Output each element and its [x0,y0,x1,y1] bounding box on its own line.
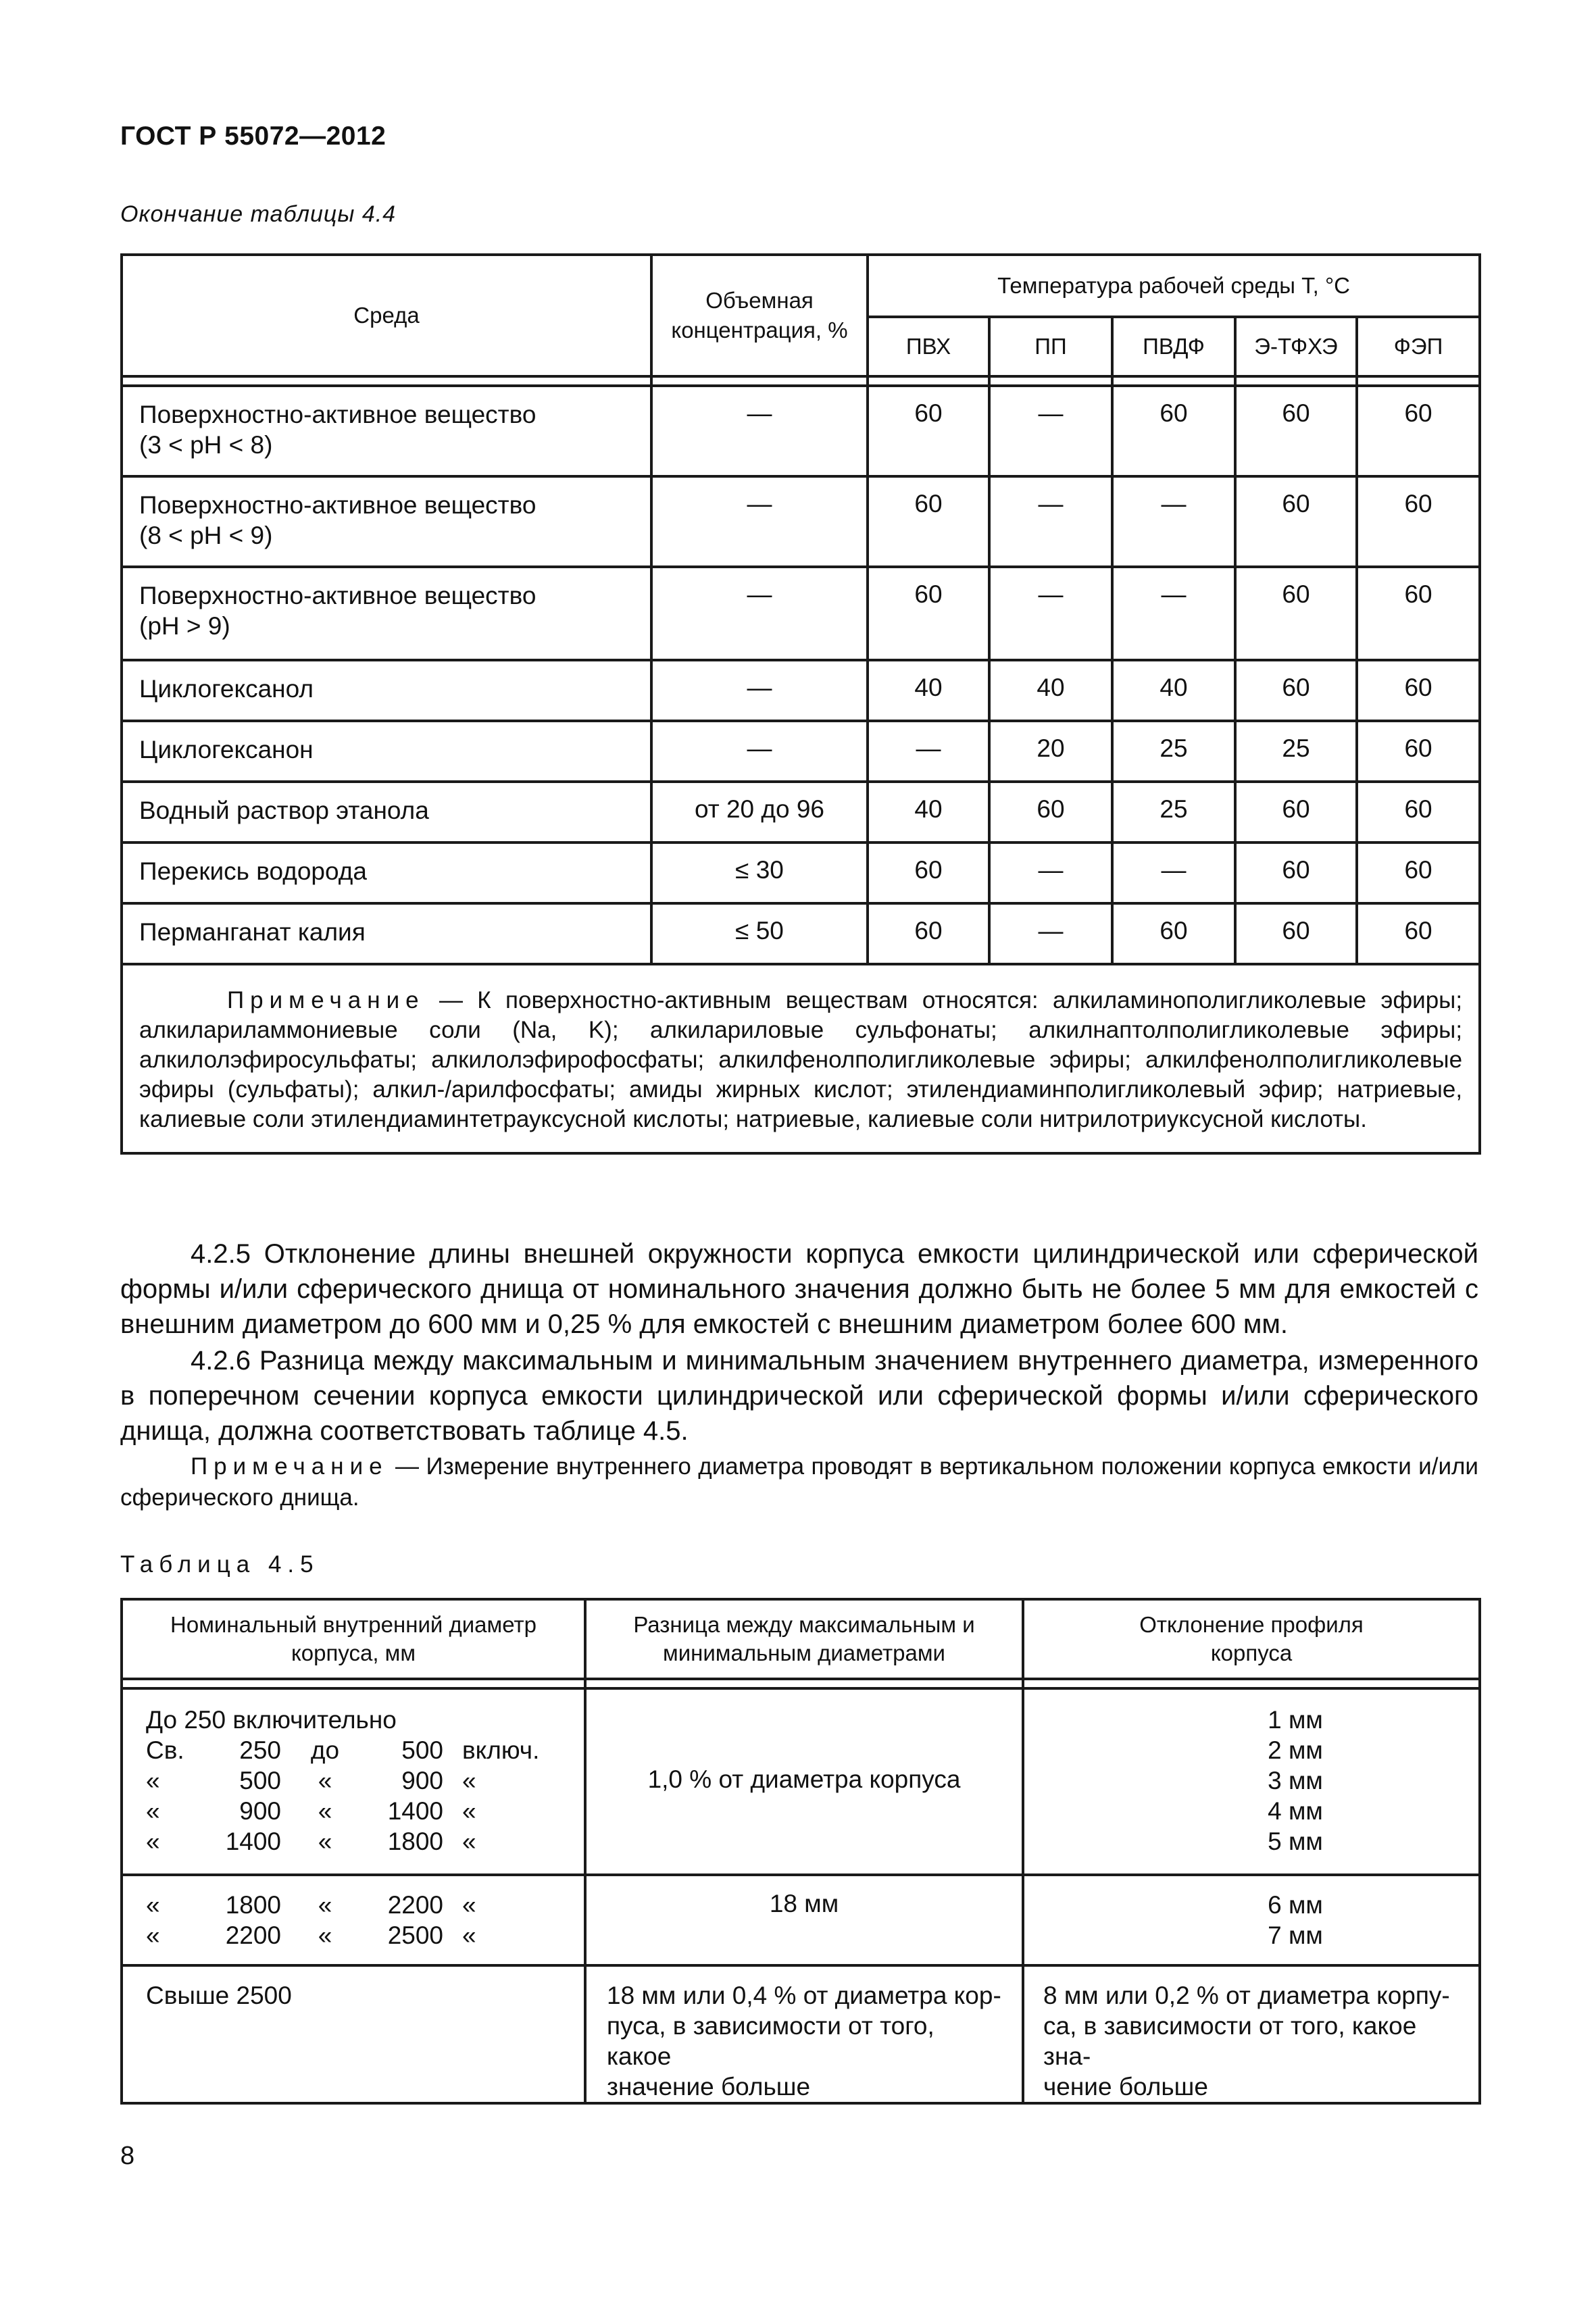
temp-cell: 60 [868,842,989,903]
temp-cell: 60 [1235,476,1357,567]
col-header-material: Э-ТФХЭ [1235,317,1357,376]
table-row [122,1965,1480,2103]
table-row [122,1688,1480,1875]
paragraph-4-2-6: 4.2.6 Разница между максимальным и минимальным значением внутреннего диаметра, измеренного в поперечном сечении корпуса емкости цилиндрической или сферической формы и/или сферического днища, должна соответствовать таблице 4.5. [120,1346,1478,1446]
concentration-cell: — [651,476,868,567]
temp-cell: 60 [1357,782,1480,842]
medium-name: Водный раствор этанола [122,782,651,842]
temp-cell: 60 [1357,903,1480,964]
temp-cell: 60 [989,782,1112,842]
header-line: корпуса, мм [291,1640,416,1665]
temp-cell: — [989,903,1112,964]
temp-cell: 60 [868,567,989,660]
header-line: Номинальный внутренний диаметр [170,1612,537,1637]
temp-cell: 40 [868,782,989,842]
cell-line: са, в зависимости от того, какое зна- [1043,2012,1417,2070]
temp-cell: — [1112,567,1235,660]
deviation-line: 1 мм [1268,1706,1323,1734]
table-row [122,1875,1480,1965]
temp-cell: 25 [1235,721,1357,782]
document-code: ГОСТ Р 55072—2012 [120,122,386,151]
col-header-material: ПВДФ [1112,317,1235,376]
col-header-material: ПВХ [868,317,989,376]
range-line: До 250 включительно [146,1706,397,1734]
temp-cell: — [989,567,1112,660]
col-header-difference [585,1599,1023,1679]
concentration-cell: от 20 до 96 [651,782,868,842]
concentration-cell: ≤ 30 [651,842,868,903]
concentration-cell: — [651,386,868,476]
medium-name: Поверхностно-активное вещество [139,401,537,428]
note-text: — К поверхностно-активным веществам относятся: алкиламинополигликолевые эфиры; алкилариламмониевые соли (Na, K); алкилариловые сульфонаты; алкилнаптолполигликолевые эфиры; алкилолэфиросульфаты; алкилолэфирофосфаты; алкилфенолполигликолевые эфиры; алкилфенолполигликолевые эфиры (сульфаты); алкил-/арилфосфаты; амиды жирных кислот; этилендиаминполигликолевый эфир; натриевые, калиевые соли этилендиаминтетрауксусной кислоты; натриевые, калиевые соли нитрилотриуксусной кислоты. [139,987,1463,1132]
table-4-5 [120,1598,1481,2105]
temp-cell: 60 [1235,842,1357,903]
temp-cell: 40 [868,660,989,721]
note-text: — Измерение внутреннего диаметра проводят в вертикальном положении корпуса емкости и/или сферического днища. [120,1453,1478,1511]
medium-ph: (8 < pH < 9) [139,522,273,549]
temp-cell: 60 [1357,721,1480,782]
temp-cell: 60 [1235,386,1357,476]
temp-cell: 60 [1112,386,1235,476]
temp-cell: 60 [1357,386,1480,476]
temp-cell: — [1112,842,1235,903]
page-number: 8 [120,2142,135,2170]
concentration-cell: — [651,660,868,721]
cell-line: значение больше [607,2073,811,2101]
medium-name: Перманганат калия [122,903,651,964]
temp-cell: 60 [1235,782,1357,842]
range-line: « 1400 « 1800 « [146,1828,476,1855]
temp-cell: — [989,476,1112,567]
deviation-line: 3 мм [1268,1767,1323,1794]
range-line: Св. 250 до 500 включ. [146,1736,540,1764]
medium-name: Циклогексанол [122,660,651,721]
table-4-4-caption: Окончание таблицы 4.4 [120,201,397,227]
temp-cell: 40 [1112,660,1235,721]
medium-ph: (pH > 9) [139,612,230,640]
table-row [122,660,1480,721]
col-header-material: ПП [989,317,1112,376]
temp-cell: — [989,842,1112,903]
cell-line: чение больше [1043,2073,1208,2101]
difference-cell: 1,0 % от диаметра корпуса [585,1688,1023,1875]
note-label: Примечание [191,1453,389,1480]
table-note-row [122,964,1480,1153]
range-line: « 500 « 900 « [146,1767,476,1794]
range-line: « 900 « 1400 « [146,1797,476,1825]
table-row [122,903,1480,964]
paragraph-4-2-5: 4.2.5 Отклонение длины внешней окружности корпуса емкости цилиндрической или сферической формы и/или сферического днища от номинального значения должно быть не более 5 мм для емкостей с внешним диаметром до 600 мм и 0,25 % для емкостей с внешним диаметром более 600 мм. [120,1239,1478,1339]
table-row [122,721,1480,782]
concentration-cell: — [651,567,868,660]
diameter-range-cell [122,1875,585,1965]
temp-cell: 60 [1235,660,1357,721]
col-header-diameter [122,1599,585,1679]
temp-cell: 60 [1235,903,1357,964]
medium-name: Перекись водорода [122,842,651,903]
col-header-material: ФЭП [1357,317,1480,376]
temp-cell: 25 [1112,782,1235,842]
medium-name: Поверхностно-активное вещество [139,582,537,609]
table-4-4 [120,253,1481,1155]
temp-cell: 60 [1357,660,1480,721]
table-row [122,842,1480,903]
col-header-deviation [1023,1599,1480,1679]
difference-cell: 18 мм [585,1875,1023,1965]
diameter-range-cell: Свыше 2500 [122,1965,585,2103]
range-line: « 1800 « 2200 « [146,1891,476,1919]
difference-cell [585,1965,1023,2103]
medium-name: Циклогексанон [122,721,651,782]
deviation-line: 4 мм [1268,1797,1323,1825]
temp-cell: 60 [1357,842,1480,903]
header-line: минимальным диаметрами [663,1640,945,1665]
range-line: « 2200 « 2500 « [146,1921,476,1949]
col-header-concentration: Объемная концентрация, % [651,255,868,376]
header-line: Разница между максимальным и [633,1612,975,1637]
concentration-cell: — [651,721,868,782]
temp-cell: 60 [868,386,989,476]
deviation-line: 5 мм [1268,1828,1323,1855]
col-header-medium: Среда [122,255,651,376]
header-line: Отклонение профиля [1139,1612,1364,1637]
temp-cell: 60 [1112,903,1235,964]
header-line: корпуса [1210,1640,1293,1665]
table-4-5-caption: Таблица 4.5 [120,1551,320,1578]
table-row [122,386,1480,476]
medium-name: Поверхностно-активное вещество [139,491,537,519]
concentration-cell: ≤ 50 [651,903,868,964]
deviation-line: 7 мм [1268,1921,1323,1949]
table-row [122,476,1480,567]
cell-line: пуса, в зависимости от того, какое [607,2012,934,2070]
temp-cell: 20 [989,721,1112,782]
deviation-cell [1023,1875,1480,1965]
temp-cell: 25 [1112,721,1235,782]
temp-cell: 60 [1357,567,1480,660]
temp-cell: 60 [868,903,989,964]
deviation-line: 6 мм [1268,1891,1323,1919]
cell-line: 8 мм или 0,2 % от диаметра корпу- [1043,1982,1450,2009]
cell-line: 18 мм или 0,4 % от диаметра кор- [607,1982,1001,2009]
table-row [122,567,1480,660]
temp-cell: 40 [989,660,1112,721]
note-label: Примечание [227,987,425,1013]
temp-cell: 60 [868,476,989,567]
temp-cell: — [1112,476,1235,567]
body-note [120,1451,1478,1513]
table-row [122,782,1480,842]
temp-cell: — [989,386,1112,476]
deviation-cell [1023,1688,1480,1875]
col-header-temperature: Температура рабочей среды T, °C [868,255,1480,317]
deviation-cell [1023,1965,1480,2103]
temp-cell: 60 [1357,476,1480,567]
temp-cell: 60 [1235,567,1357,660]
deviation-line: 2 мм [1268,1736,1323,1764]
diameter-range-cell [122,1688,585,1875]
temp-cell: — [868,721,989,782]
table-note [122,964,1480,1153]
medium-ph: (3 < pH < 8) [139,431,273,459]
